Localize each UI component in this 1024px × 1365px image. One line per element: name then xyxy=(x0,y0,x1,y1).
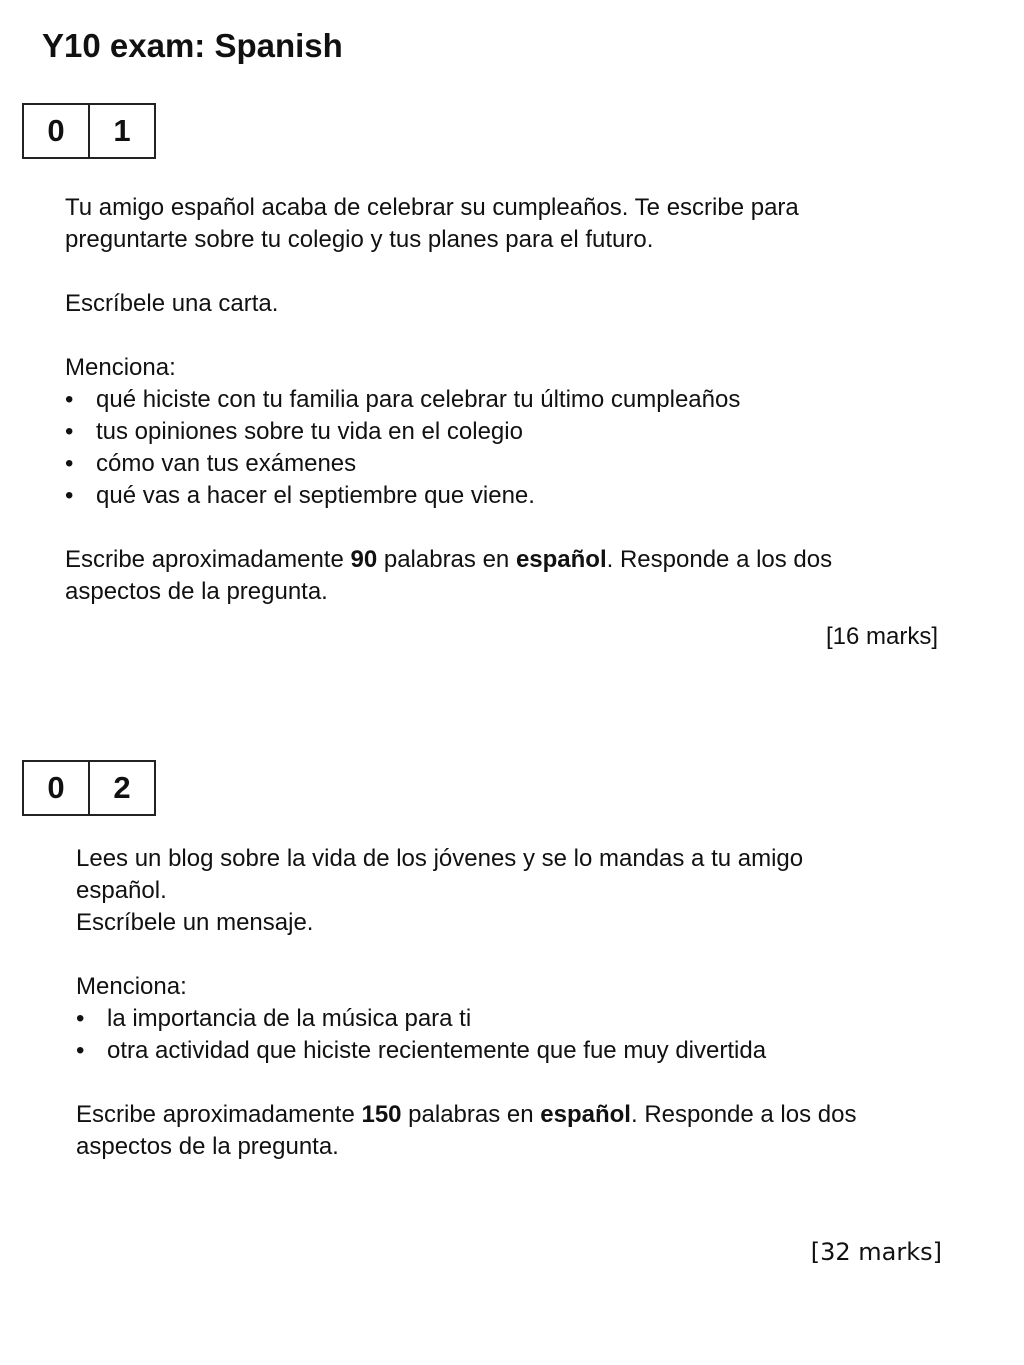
question-instruction: Escríbele un mensaje. xyxy=(76,909,314,936)
marks-label-02: [32 marks] xyxy=(810,1238,942,1266)
question-intro-line: preguntarte sobre tu colegio y tus planes para el futuro. xyxy=(65,226,654,253)
task-bullet-list xyxy=(65,384,965,512)
language: español xyxy=(540,1101,631,1128)
word-count-instruction: Escribe aproximadamente 150 palabras en español. Responde a los dos xyxy=(76,1101,857,1128)
task-bullet-list xyxy=(76,1003,976,1067)
question-intro-line: español. xyxy=(76,877,167,904)
language: español xyxy=(515,546,607,573)
question-number-digit: 0 xyxy=(47,770,65,805)
question-intro-line: Tu amigo español acaba de celebrar su cumpleaños. Te escribe para xyxy=(65,194,799,221)
question-number-box-01 xyxy=(22,103,156,159)
question-number-digit: 2 xyxy=(88,762,154,814)
word-count-instruction-line2: aspectos de la pregunta. xyxy=(65,578,328,605)
menciona-label: Menciona: xyxy=(65,354,176,381)
marks-label-01: [16 marks] xyxy=(825,623,938,650)
task-bullet: • cómo van tus exámenes xyxy=(65,448,965,480)
task-bullet: • tus opiniones sobre tu vida en el colegio xyxy=(65,416,965,448)
question-number-digit: 1 xyxy=(88,105,154,157)
word-count-instruction: Escribe aproximadamente 90 palabras en español. Responde a los dos xyxy=(65,546,833,573)
word-count-instruction-line2: aspectos de la pregunta. xyxy=(76,1133,339,1160)
word-count: 150 xyxy=(361,1101,402,1128)
exam-title: Y10 exam: Spanish xyxy=(42,27,343,64)
question-instruction: Escríbele una carta. xyxy=(65,290,279,317)
question-01-body xyxy=(65,192,965,608)
task-bullet: • la importancia de la música para ti xyxy=(76,1003,976,1035)
question-number-box-02 xyxy=(22,760,156,816)
task-bullet: • qué hiciste con tu familia para celebrar tu último cumpleaños xyxy=(65,384,965,416)
question-intro-line: Lees un blog sobre la vida de los jóvenes y se lo mandas a tu amigo xyxy=(76,845,804,872)
question-number-digit: 0 xyxy=(47,113,65,148)
task-bullet: • qué vas a hacer el septiembre que viene. xyxy=(65,480,965,512)
question-02-body xyxy=(76,843,976,1163)
word-count: 90 xyxy=(350,546,378,573)
task-bullet: • otra actividad que hiciste recientemente que fue muy divertida xyxy=(76,1035,976,1067)
menciona-label: Menciona: xyxy=(76,973,187,1000)
